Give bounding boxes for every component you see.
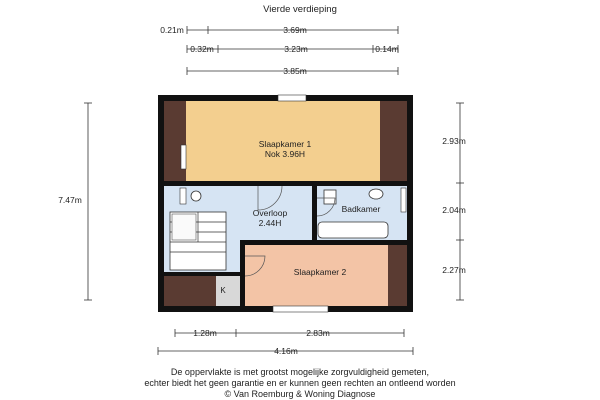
- dim-bottom1-left: 1.28m: [193, 328, 217, 338]
- disclaimer-line-1: De oppervlakte is met grootst mogelijke zorgvuldigheid gemeten,: [170, 367, 430, 377]
- copyright-line: © Van Roemburg & Woning Diagnose: [224, 389, 376, 399]
- dim-top1-main: 3.69m: [283, 25, 307, 35]
- roof-slope-left-top: [164, 101, 186, 183]
- disclaimer-line-2: echter biedt het geen garantie en er kunnen geen rechten an ontleend worden: [144, 378, 456, 388]
- label-slaapkamer-2: Slaapkamer 2: [293, 267, 347, 277]
- toilet-icon: [369, 189, 383, 199]
- bathtub-icon: [318, 222, 388, 238]
- dim-left-height: 7.47m: [58, 195, 82, 205]
- dim-right-2: 2.04m: [442, 205, 466, 215]
- dim-top2-left: 0.32m: [190, 44, 214, 54]
- wall-horizontal-1: [164, 181, 407, 186]
- label-slaapkamer-1: Slaapkamer 1: [258, 139, 312, 149]
- roof-slope-left-bottom: [164, 276, 216, 306]
- label-slaapkamer-1-sub: Nok 3.96H: [264, 149, 306, 159]
- dim-top2-right: 0.14m: [375, 44, 399, 54]
- bathroom-radiator-icon: [401, 188, 406, 212]
- top-dimensions: [160, 25, 399, 76]
- wall-bathroom-left: [312, 186, 317, 244]
- staircase: [170, 212, 226, 270]
- label-overloop-sub: 2.44H: [258, 218, 282, 228]
- dim-top2-main: 3.23m: [284, 44, 308, 54]
- washbasin-icon: [324, 190, 336, 204]
- roof-slope-right-bottom: [388, 244, 407, 306]
- roof-slope-right-top: [380, 101, 407, 183]
- floor-title: Vierde verdieping: [263, 4, 337, 15]
- bottom-dimensions: [158, 328, 413, 356]
- label-badkamer: Badkamer: [341, 204, 381, 214]
- label-kast: K: [220, 286, 226, 295]
- right-dimensions: [442, 103, 466, 300]
- dim-right-1: 2.93m: [442, 136, 466, 146]
- wall-horizontal-2: [240, 240, 407, 245]
- dim-bottom2-main: 4.16m: [274, 346, 298, 356]
- left-dimension: [58, 103, 92, 300]
- dim-right-3: 2.27m: [442, 265, 466, 275]
- window-top: [278, 95, 306, 101]
- wall-kast-top: [164, 272, 242, 276]
- label-overloop: Overloop: [252, 208, 288, 218]
- dim-bottom1-right: 2.83m: [306, 328, 330, 338]
- floor-plan-body: [158, 95, 413, 312]
- sink-icon: [191, 191, 201, 201]
- window-left: [181, 145, 186, 169]
- dim-top1-left: 0.21m: [160, 25, 184, 35]
- dim-top3-main: 3.85m: [283, 66, 307, 76]
- radiator-icon: [180, 188, 186, 204]
- window-bottom: [273, 306, 328, 312]
